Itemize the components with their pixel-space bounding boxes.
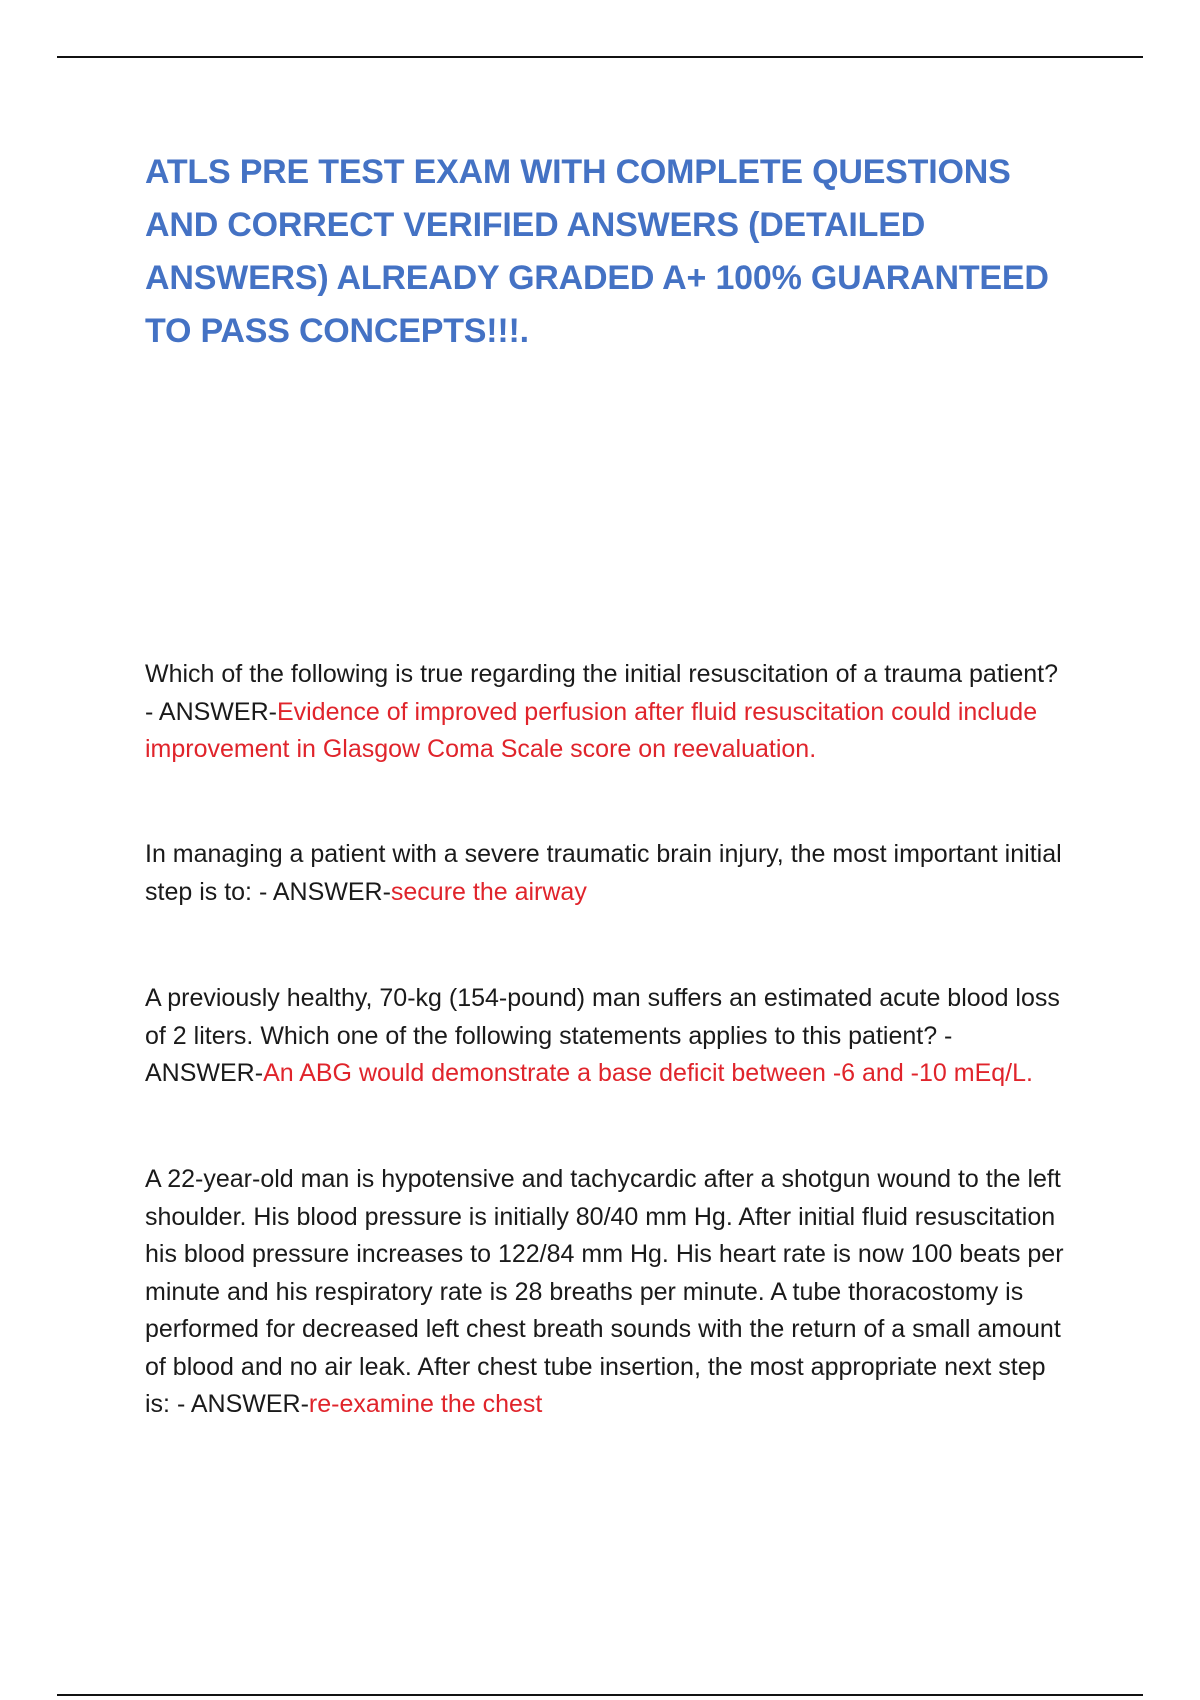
question-text: In managing a patient with a severe traumatic brain injury, the most important initial step is to: [145,840,1062,906]
question-text: A previously healthy, 70-kg (154-pound) man suffers an estimated acute blood loss of 2 liters. Which one of the following statements applies to this patient? [145,984,1060,1050]
top-divider [57,56,1143,58]
question-text: A 22-year-old man is hypotensive and tachycardic after a shotgun wound to the left shoulder. His blood pressure is initially 80/40 mm Hg. After initial fluid resuscitation his blood pressure increases to 122/84 mm Hg. His heart rate is now 100 beats per minute and his respiratory rate is 28 breaths per minute. A tube thoracostomy is performed for decreased left chest breath sounds with the return of a small amount of blood and no air leak. After chest tube insertion, the most appropriate next step is: [145,1165,1064,1418]
qa-item [145,836,1065,911]
question-text: Which of the following is true regarding the initial resuscitation of a trauma patient? [145,660,1058,688]
qa-item [145,980,1065,1093]
qa-item [145,1161,1065,1424]
document-title: ATLS PRE TEST EXAM WITH COMPLETE QUESTIONS AND CORRECT VERIFIED ANSWERS (DETAILED ANSWERS) ALREADY GRADED A+ 100% GUARANTEED TO PASS CONCEPTS!!!. [145,153,1049,350]
answer-text: An ABG would demonstrate a base deficit between -6 and -10 mEq/L. [263,1059,1033,1087]
answer-marker: - ANSWER- [170,1390,309,1418]
answer-text: re-examine the chest [308,1390,543,1418]
answer-marker: - ANSWER- [252,877,391,906]
qa-item [145,656,1065,769]
answer-marker: - ANSWER- [145,1021,953,1087]
answer-marker: - ANSWER- [145,697,277,726]
answer-text: secure the airway [390,877,587,906]
answer-text: Evidence of improved perfusion after fluid resuscitation could include improvement in Glasgow Coma Scale score on reevaluation. [145,697,1038,763]
bottom-divider [57,1694,1143,1696]
